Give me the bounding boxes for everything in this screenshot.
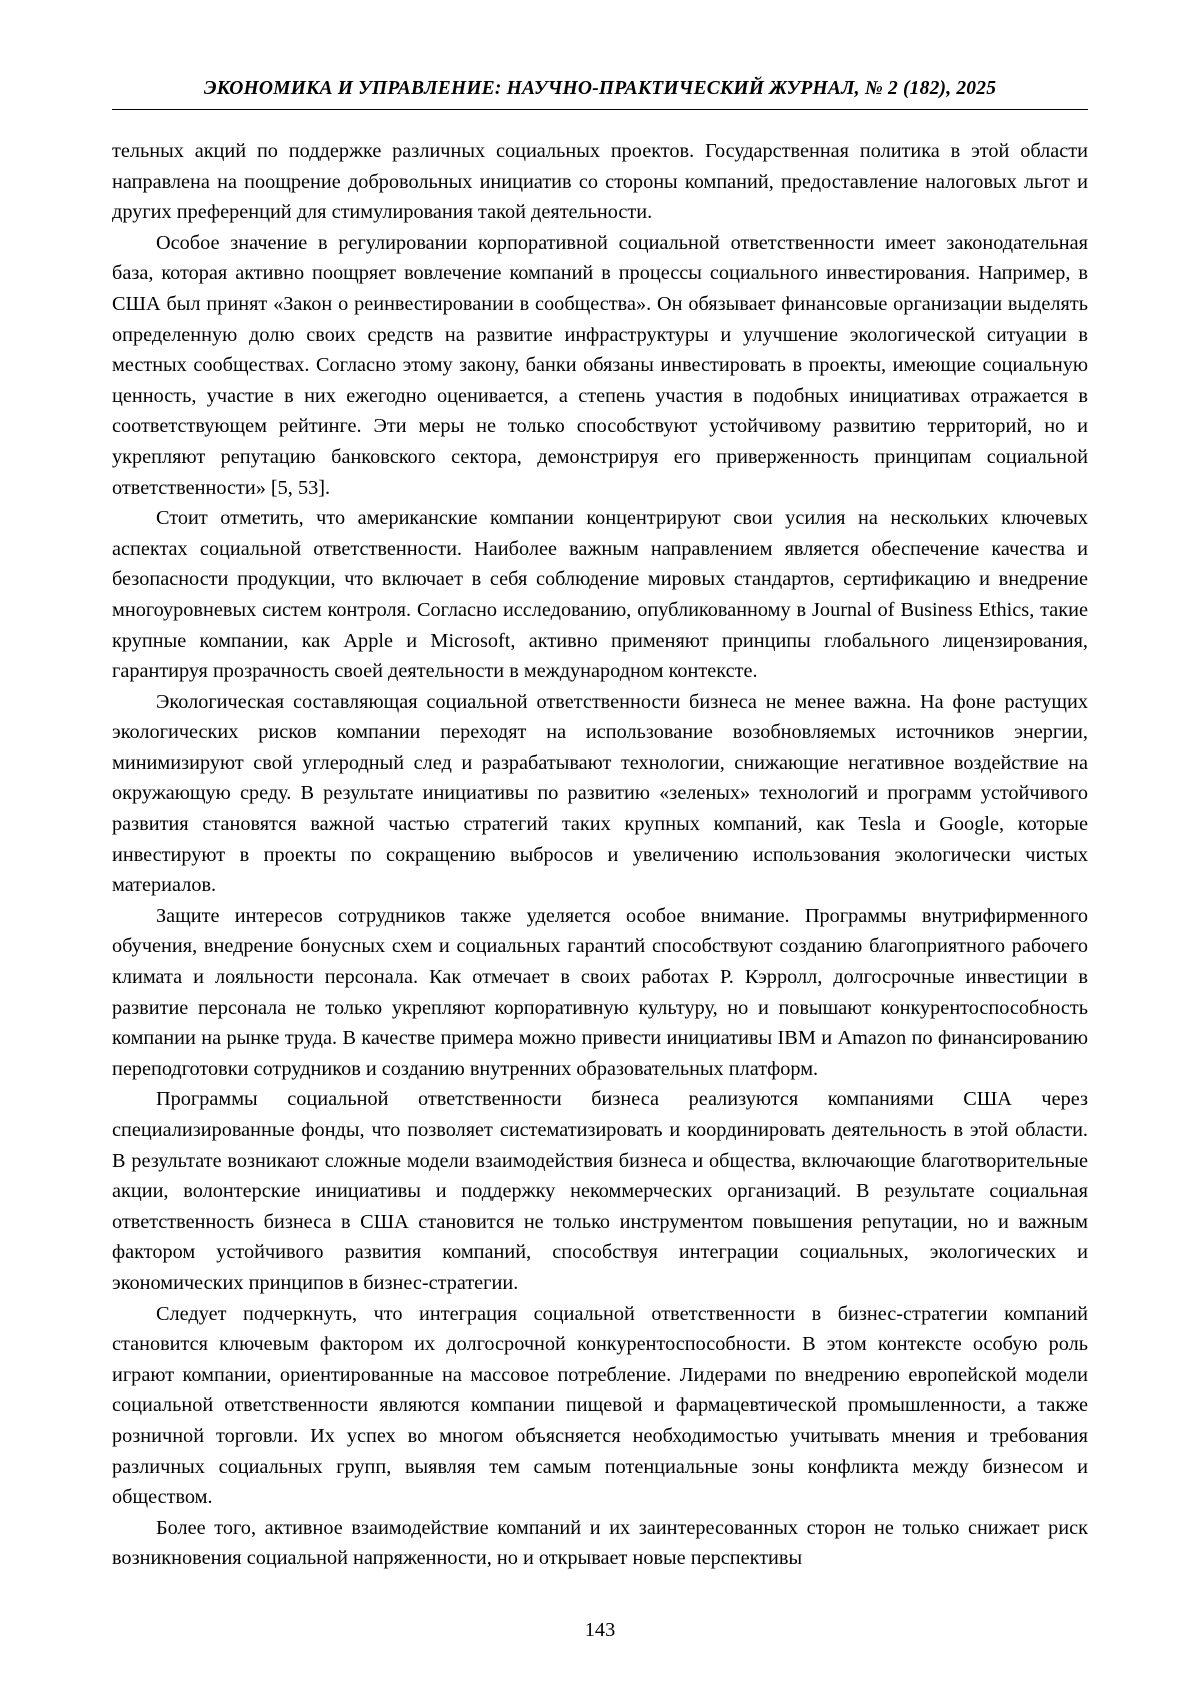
running-head: ЭКОНОМИКА И УПРАВЛЕНИЕ: НАУЧНО-ПРАКТИЧЕСКИЙ ЖУРНАЛ, № 2 (182), 2025 (112, 78, 1088, 110)
paragraph: Защите интересов сотрудников также уделяется особое внимание. Программы внутрифирменного обучения, внедрение бонусных схем и социальных гарантий способствуют созданию благоприятного рабочего климата и лояльности персонала. Как отмечает в своих работах Р. Кэрролл, долгосрочные инвестиции в развитие персонала не только укрепляют корпоративную культуру, но и повышают конкурентоспособность компании на рынке труда. В качестве примера можно привести инициативы IBM и Amazon по финансированию переподготовки сотрудников и созданию внутренних образовательных платформ. (112, 904, 1088, 1080)
article-body (112, 136, 1088, 1574)
paragraph: Более того, активное взаимодействие компаний и их заинтересованных сторон не только снижает риск возникновения социальной напряженности, но и открывает новые перспективы (112, 1516, 1088, 1570)
paragraph: Стоит отметить, что американские компании концентрируют свои усилия на нескольких ключевых аспектах социальной ответственности. Наиболее важным направлением является обеспечение качества и безопасности продукции, что включает в себя соблюдение мировых стандартов, сертификацию и внедрение многоуровневых систем контроля. Согласно исследованию, опубликованному в Journal of Business Ethics, такие крупные компании, как Apple и Microsoft, активно применяют принципы глобального лицензирования, гарантируя прозрачность своей деятельности в международном контексте. (112, 507, 1088, 683)
paragraph: Экологическая составляющая социальной ответственности бизнеса не менее важна. На фоне растущих экологических рисков компании переходят на использование возобновляемых источников энергии, минимизируют свой углеродный след и разрабатывают технологии, снижающие негативное воздействие на окружающую среду. В результате инициативы по развитию «зеленых» технологий и программ устойчивого развития становятся важной частью стратегий таких крупных компаний, как Tesla и Google, которые инвестируют в проекты по сокращению выбросов и увеличению использования экологически чистых материалов. (112, 690, 1088, 897)
paragraph: Следует подчеркнуть, что интеграция социальной ответственности в бизнес-стратегии компаний становится ключевым фактором их долгосрочной конкурентоспособности. В этом контексте особую роль играют компании, ориентированные на массовое потребление. Лидерами по внедрению европейской модели социальной ответственности являются компании пищевой и фармацевтической промышленности, а также розничной торговли. Их успех во многом объясняется необходимостью учитывать мнения и требования различных социальных групп, выявляя тем самым потенциальные зоны конфликта между бизнесом и обществом. (112, 1302, 1088, 1509)
paragraph: тельных акций по поддержке различных социальных проектов. Государственная политика в этой области направлена на поощрение добровольных инициатив со стороны компаний, предоставление налоговых льгот и других преференций для стимулирования такой деятельности. (112, 140, 1088, 224)
page-number: 143 (584, 1619, 616, 1641)
paragraph: Особое значение в регулировании корпоративной социальной ответственности имеет законодательная база, которая активно поощряет вовлечение компаний в процессы социального инвестирования. Например, в США был принят «Закон о реинвестировании в сообщества». Он обязывает финансовые организации выделять определенную долю своих средств на развитие инфраструктуры и улучшение экологической ситуации в местных сообществах. Согласно этому закону, банки обязаны инвестировать в проекты, имеющие социальную ценность, участие в них ежегодно оценивается, а степень участия в подобных инициативах отражается в соответствующем рейтинге. Эти меры не только способствуют устойчивому развитию территорий, но и укрепляют репутацию банковского сектора, демонстрируя его приверженность принципам социальной ответственности» [5, 53]. (112, 231, 1088, 499)
paragraph: Программы социальной ответственности бизнеса реализуются компаниями США через специализированные фонды, что позволяет систематизировать и координировать деятельность в этой области. В результате возникают сложные модели взаимодействия бизнеса и общества, включающие благотворительные акции, волонтерские инициативы и поддержку некоммерческих организаций. В результате социальная ответственность бизнеса в США становится не только инструментом повышения репутации, но и важным фактором устойчивого развития компаний, способствуя интеграции социальных, экологических и экономических принципов в бизнес-стратегии. (112, 1088, 1088, 1294)
